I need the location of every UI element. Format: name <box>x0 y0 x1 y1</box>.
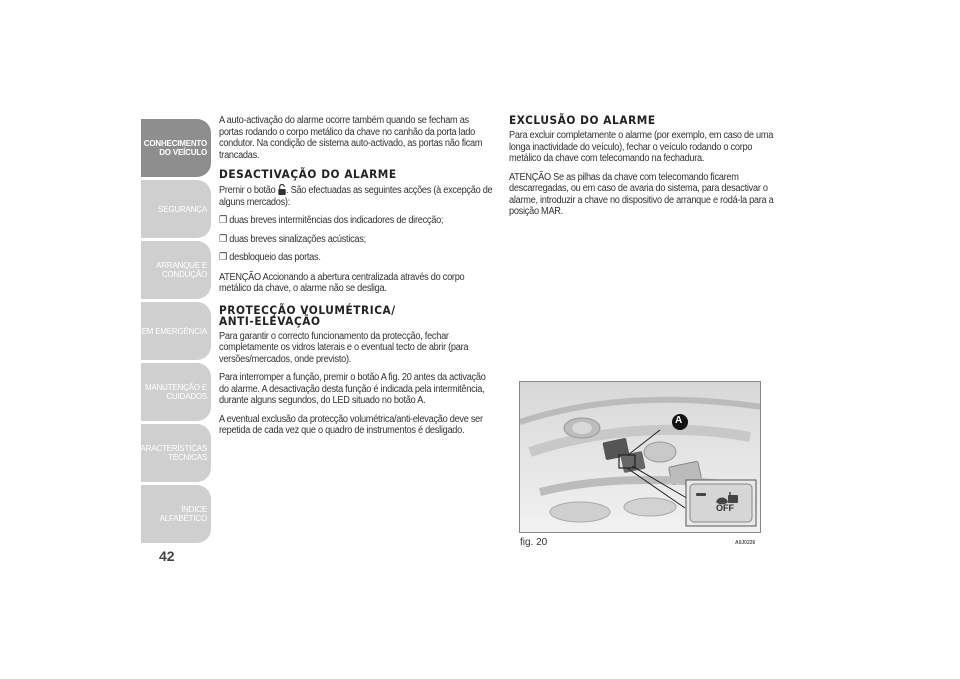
protection-paragraph-1: Para garantir o correcto funcionamento da protecção, fechar completamente os vidros laterais e o eventual tecto de abrir (para versões/mercados, onde previsto). <box>219 330 469 365</box>
left-column <box>219 115 495 444</box>
tab-arranque[interactable] <box>141 241 211 299</box>
callout-a: A <box>675 415 683 426</box>
intro-paragraph: A auto-activação do alarme ocorre também quando se fecham as portas rodando o corpo metálico da chave no canhão da porta lado condutor. Na condição de sistema auto-activado, as portas não ficam trancadas. <box>219 115 483 161</box>
protection-paragraph-3: A eventual exclusão da protecção volumétrica/anti-elevação deve ser repetida de cada vez que o quadro de instrumentos é desligado. <box>219 413 483 436</box>
page-number: 42 <box>159 548 175 564</box>
tab-emergencia[interactable] <box>141 302 211 360</box>
attention-note: ATENÇÃO Accionando a abertura centralizada através do corpo metálico da chave, o alarme não se desliga. <box>219 271 465 294</box>
tab-label: ÍNDICE ALFABÉTICO <box>159 505 207 523</box>
list-item: ❐ duas breves sinalizações acústicas; <box>219 233 366 245</box>
off-label: OFF <box>716 503 734 513</box>
tab-label: CONHECIMENTO DO VEÍCULO <box>143 139 207 157</box>
unlock-icon <box>278 184 286 195</box>
right-column <box>509 115 776 225</box>
tab-manutencao[interactable] <box>141 363 211 421</box>
exclusion-heading: EXCLUSÃO DO ALARME <box>509 113 656 127</box>
deactivation-heading: DESACTIVAÇÃO DO ALARME <box>219 167 397 181</box>
list-item: ❐ desbloqueio das portas. <box>219 252 321 263</box>
protection-heading: PROTECÇÃO VOLUMÉTRICA/ ANTI-ELEVAÇÃO <box>219 302 396 328</box>
deact-pre: Premir o botão <box>219 185 276 196</box>
deact-post: . São efectuadas as seguintes acções (à excepção de alguns mercados): <box>219 185 493 208</box>
deactivation-paragraph <box>219 184 495 208</box>
figure-20-illustration <box>519 381 761 533</box>
tab-label: ARRANQUE E CONDUÇÃO <box>156 261 207 279</box>
tab-caracteristicas[interactable] <box>134 424 211 482</box>
tab-label: SEGURANÇA <box>158 204 207 214</box>
exclusion-paragraph-2: ATENÇÃO Se as pilhas da chave com telecomando ficarem descarregadas, ou em caso de avaria do sistema, para desactivar o alarme, introduzir a chave no dispositivo de arranque e rodá-la para a posição MAR. <box>509 171 774 217</box>
checkbox-icon: ❐ <box>219 233 227 245</box>
tab-seguranca[interactable] <box>141 180 211 238</box>
tab-conhecimento[interactable] <box>141 119 211 177</box>
tab-label: CARACTERÍSTICAS TÉCNICAS <box>134 444 207 462</box>
tab-label: EM EMERGÊNCIA <box>141 326 207 336</box>
protection-paragraph-2: Para interromper a função, premir o botão A fig. 20 antes da activação do alarme. A desactivação desta função é indicada pela intermitência, durante alguns segundos, do LED situado no botão A. <box>219 372 486 406</box>
tab-label: MANUTENÇÃO E CUIDADOS <box>144 383 207 401</box>
figure-code: A0J0226 <box>735 540 756 546</box>
exclusion-paragraph-1: Para excluir completamente o alarme (por exemplo, em caso de uma longa inactividade do veículo), fechar o veículo rodando o corpo metálico da chave com telecomando na fechadura. <box>509 130 774 164</box>
checkbox-icon: ❐ <box>219 252 227 263</box>
checkbox-icon: ❐ <box>219 215 227 226</box>
list-item: ❐ duas breves intermitências dos indicadores de direcção; <box>219 215 444 226</box>
tab-indice[interactable] <box>141 485 211 543</box>
figure-caption: fig. 20 <box>520 537 548 548</box>
chapter-sidebar <box>134 119 211 546</box>
